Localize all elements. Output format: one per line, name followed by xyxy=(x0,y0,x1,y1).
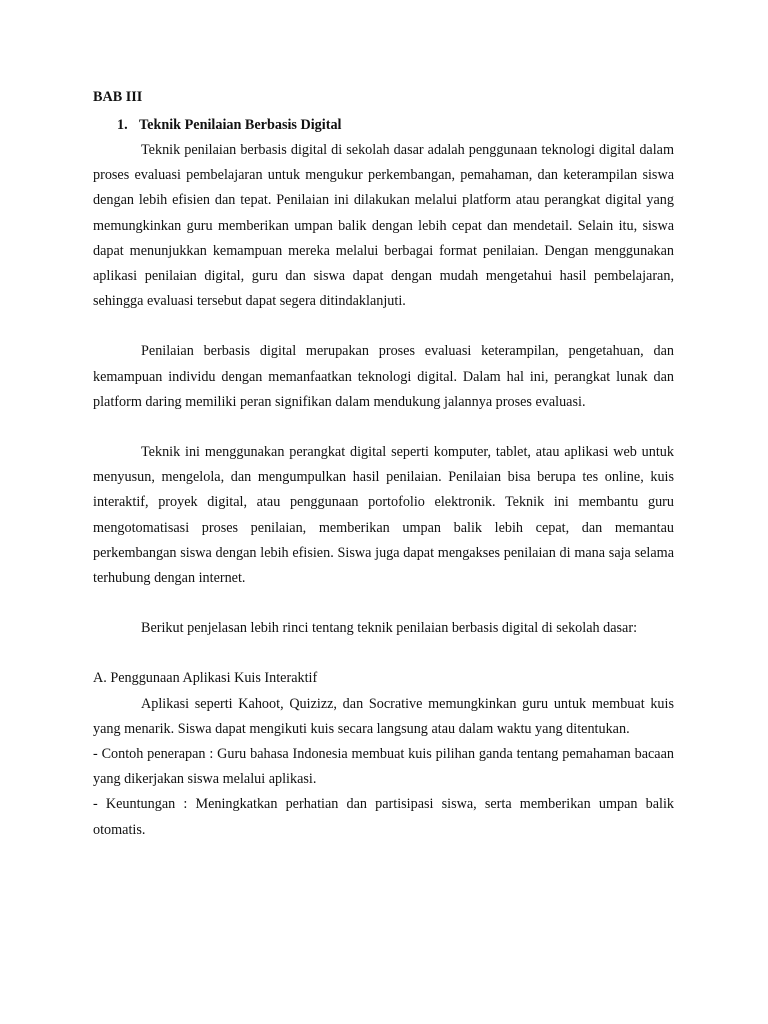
section-number: 1. xyxy=(117,117,128,133)
paragraph-gap xyxy=(93,591,674,616)
paragraph-gap xyxy=(93,415,674,440)
subsection-benefit: - Keuntungan : Meningkatkan perhatian dan partisipasi siswa, serta memberikan umpan balik otomatis. xyxy=(93,796,674,838)
paragraph-evaluation: Penilaian berbasis digital merupakan proses evaluasi keterampilan, pengetahuan, dan kemampuan individu dengan memanfaatkan teknologi digital. Dalam hal ini, perangkat lunak dan platform daring memiliki peran signifikan dalam mendukung jalannya proses evaluasi. xyxy=(93,343,674,410)
subsection-intro: Aplikasi seperti Kahoot, Quizizz, dan Socrative memungkinkan guru untuk membuat kuis yang menarik. Siswa dapat mengikuti kuis secara langsung atau dalam waktu yang ditentukan. xyxy=(93,695,674,737)
chapter-title: BAB III xyxy=(93,89,143,105)
paragraph-gap xyxy=(93,314,674,339)
document-page xyxy=(93,84,674,843)
section-heading xyxy=(93,112,674,138)
paragraph-details-intro: Berikut penjelasan lebih rinci tentang teknik penilaian berbasis digital di sekolah dasar: xyxy=(141,620,638,637)
subsection-title: A. Penggunaan Aplikasi Kuis Interaktif xyxy=(93,670,318,687)
paragraph-technique: Teknik ini menggunakan perangkat digital seperti komputer, tablet, atau aplikasi web untuk menyusun, mengelola, dan mengumpulkan hasil penilaian. Penilaian bisa berupa tes online, kuis interaktif, proyek digital, atau penggunaan portofolio elektronik. Teknik ini membantu guru mengotomatisasi proses penilaian, memberikan umpan balik lebih cepat, dan memantau perkembangan siswa dengan lebih efisien. Siswa juga dapat mengakses penilaian di mana saja selama terhubung dengan internet. xyxy=(93,444,674,587)
subsection-example: - Contoh penerapan : Guru bahasa Indonesia membuat kuis pilihan ganda tentang pemahaman bacaan yang dikerjakan siswa melalui aplikasi. xyxy=(93,746,674,788)
paragraph-gap xyxy=(93,641,674,666)
section-title: Teknik Penilaian Berbasis Digital xyxy=(139,117,342,133)
paragraph-definition: Teknik penilaian berbasis digital di sekolah dasar adalah penggunaan teknologi digital dalam proses evaluasi pembelajaran untuk mengukur perkembangan, pemahaman, dan keterampilan siswa dengan lebih efisien dan tepat. Penilaian ini dilakukan melalui platform atau perangkat digital yang memungkinkan guru memberikan umpan balik dengan lebih cepat dan mendetail. Selain itu, siswa dapat menunjukkan kemampuan mereka melalui berbagai format penilaian. Dengan menggunakan aplikasi penilaian digital, guru dan siswa dapat dengan mudah mengetahui hasil pembelajaran, sehingga evaluasi tersebut dapat segera ditindaklanjuti. xyxy=(93,142,674,310)
